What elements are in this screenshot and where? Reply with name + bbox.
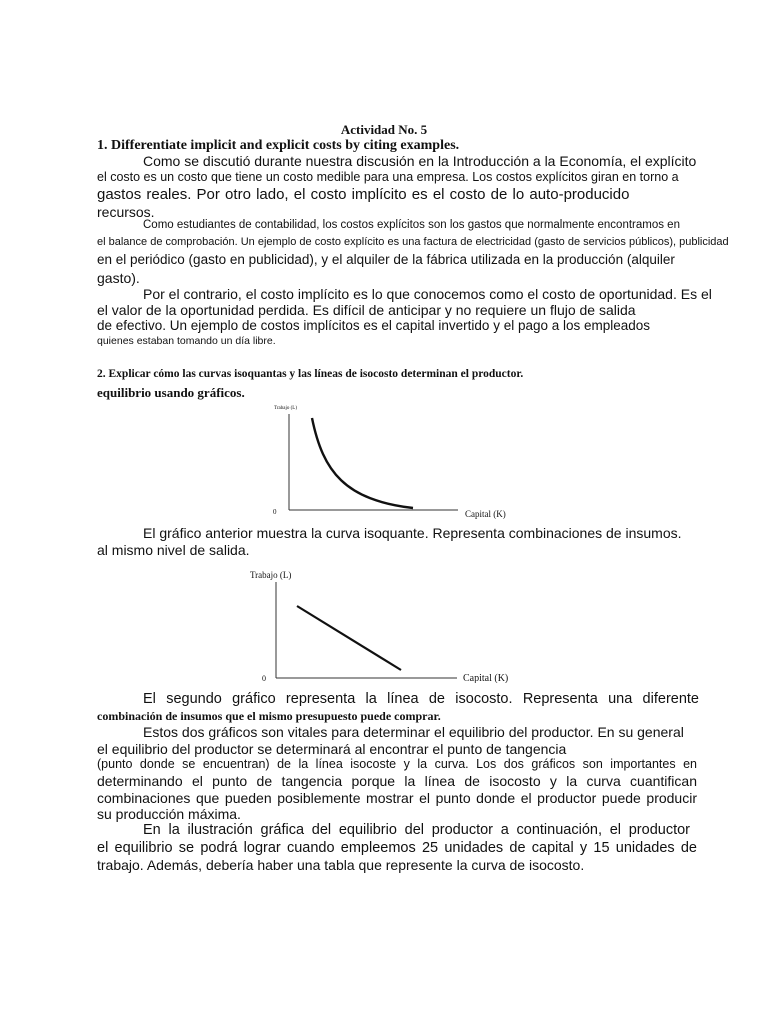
- q1-line: recursos.: [97, 204, 155, 220]
- q1-line: gastos reales. Por otro lado, el costo implícito es el costo de lo auto-producido: [97, 186, 630, 203]
- question-1-heading: 1. Differentiate implicit and explicit costs by citing examples.: [97, 138, 460, 153]
- isoquant-graph: [265, 400, 515, 522]
- para2-line: combinación de insumos que el mismo presupuesto puede comprar.: [97, 709, 441, 723]
- para2-line: El segundo gráfico representa la línea de isocosto. Representa una diferente: [143, 691, 699, 707]
- q1-line: Por el contrario, el costo implícito es lo que conocemos como el costo de oportunidad. Es el: [143, 286, 712, 302]
- caption1-line: El gráfico anterior muestra la curva isoquante. Representa combinaciones de insumos.: [143, 525, 682, 541]
- para2-line: (punto donde se encuentran) de la línea isocoste y la curva. Los dos gráficos son importantes en: [97, 757, 697, 771]
- para2-line: En la ilustración gráfica del equilibrio del productor a continuación, el productor: [143, 822, 690, 838]
- isocost-graph: [245, 568, 535, 683]
- q1-line: Como estudiantes de contabilidad, los costos explícitos son los gastos que normalmente encontramos en: [143, 219, 680, 231]
- activity-title: Actividad No. 5: [340, 122, 428, 137]
- graph1-origin: 0: [273, 508, 277, 516]
- q1-line: en el periódico (gasto en publicidad), y el alquiler de la fábrica utilizada en la producción (alquiler: [97, 252, 675, 267]
- graph1-y-label: Trabajo (L): [274, 406, 298, 411]
- question-2-heading-cont: equilibrio usando gráficos.: [97, 385, 245, 400]
- caption1-line: al mismo nivel de salida.: [97, 542, 250, 558]
- question-2-heading: 2. Explicar cómo las curvas isoquantas y las líneas de isocosto determinan el productor.: [97, 368, 524, 380]
- para2-line: su producción máxima.: [97, 806, 241, 822]
- graph2-y-label: Trabajo (L): [250, 570, 292, 580]
- q1-line: el valor de la oportunidad perdida. Es difícil de anticipar y no requiere un flujo de salida: [97, 302, 636, 318]
- q1-line: el balance de comprobación. Un ejemplo de costo explícito es una factura de electricidad (gasto de servicios públicos), publicidad: [97, 236, 729, 248]
- q1-line: quienes estaban tomando un día libre.: [97, 335, 276, 347]
- para2-line: el equilibrio del productor se determinará al encontrar el punto de tangencia: [97, 741, 567, 757]
- q1-line: de efectivo. Un ejemplo de costos implícitos es el capital invertido y el pago a los empleados: [97, 318, 651, 333]
- graph1-x-label: Capital (K): [465, 509, 506, 519]
- isocost-line: [297, 606, 401, 670]
- graph2-x-label: Capital (K): [463, 673, 509, 683]
- q1-line: el costo es un costo que tiene un costo medible para una empresa. Los costos explícitos giran en torno a: [97, 170, 679, 184]
- q1-line: Como se discutió durante nuestra discusión en la Introducción a la Economía, el explícito: [143, 153, 697, 169]
- para2-line: determinando el punto de tangencia porque la línea de isocosto y la curva cuantifican: [97, 773, 697, 789]
- isoquant-curve: [312, 418, 413, 508]
- para2-line: el equilibrio se podrá lograr cuando empleemos 25 unidades de capital y 15 unidades de: [97, 840, 697, 856]
- para2-line: combinaciones que pueden posiblemente mostrar el punto donde el productor puede producir: [97, 790, 697, 806]
- para2-line: trabajo. Además, debería haber una tabla que represente la curva de isocosto.: [97, 857, 585, 873]
- q1-line: gasto).: [97, 270, 140, 286]
- para2-line: Estos dos gráficos son vitales para determinar el equilibrio del productor. En su general: [143, 724, 684, 740]
- graph2-origin: 0: [262, 674, 266, 683]
